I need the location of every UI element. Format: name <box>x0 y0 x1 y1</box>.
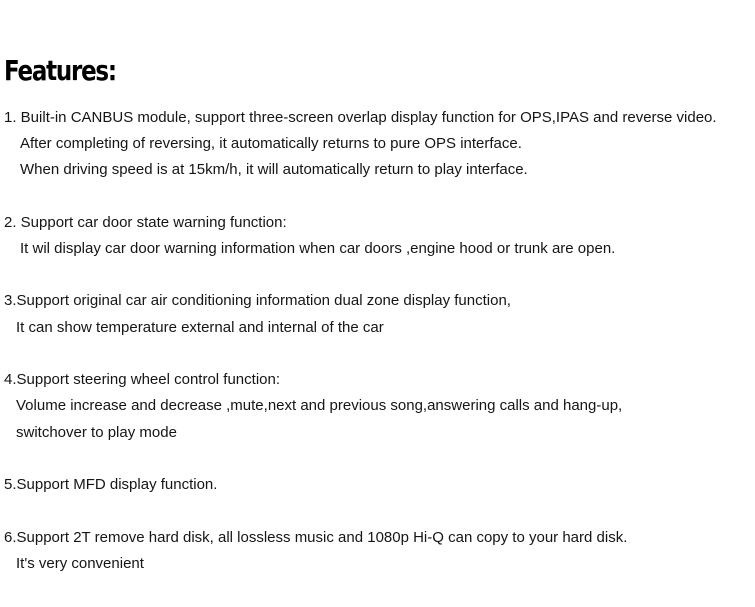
feature-heading: 3.Support original car air conditioning information dual zone display function, <box>4 292 511 309</box>
feature-detail: It's very convenient <box>16 555 144 572</box>
feature-detail: It can show temperature external and internal of the car <box>16 319 384 336</box>
feature-detail: After completing of reversing, it automatically returns to pure OPS interface. <box>20 135 522 152</box>
feature-detail: When driving speed is at 15km/h, it will automatically return to play interface. <box>20 161 528 178</box>
feature-detail: switchover to play mode <box>16 424 177 441</box>
feature-heading: 5.Support MFD display function. <box>4 476 218 493</box>
feature-heading: 2. Support car door state warning function: <box>4 214 287 231</box>
feature-heading: 6.Support 2T remove hard disk, all lossless music and 1080p Hi-Q can copy to your hard disk. <box>4 529 628 546</box>
feature-detail: Volume increase and decrease ,mute,next and previous song,answering calls and hang-up, <box>16 397 623 414</box>
feature-detail: It wil display car door warning information when car doors ,engine hood or trunk are open. <box>20 240 616 257</box>
feature-heading: 4.Support steering wheel control function: <box>4 371 280 388</box>
features-title: Features: <box>4 54 116 87</box>
feature-heading: 1. Built-in CANBUS module, support three-screen overlap display function for OPS,IPAS and reverse video. <box>4 109 717 126</box>
